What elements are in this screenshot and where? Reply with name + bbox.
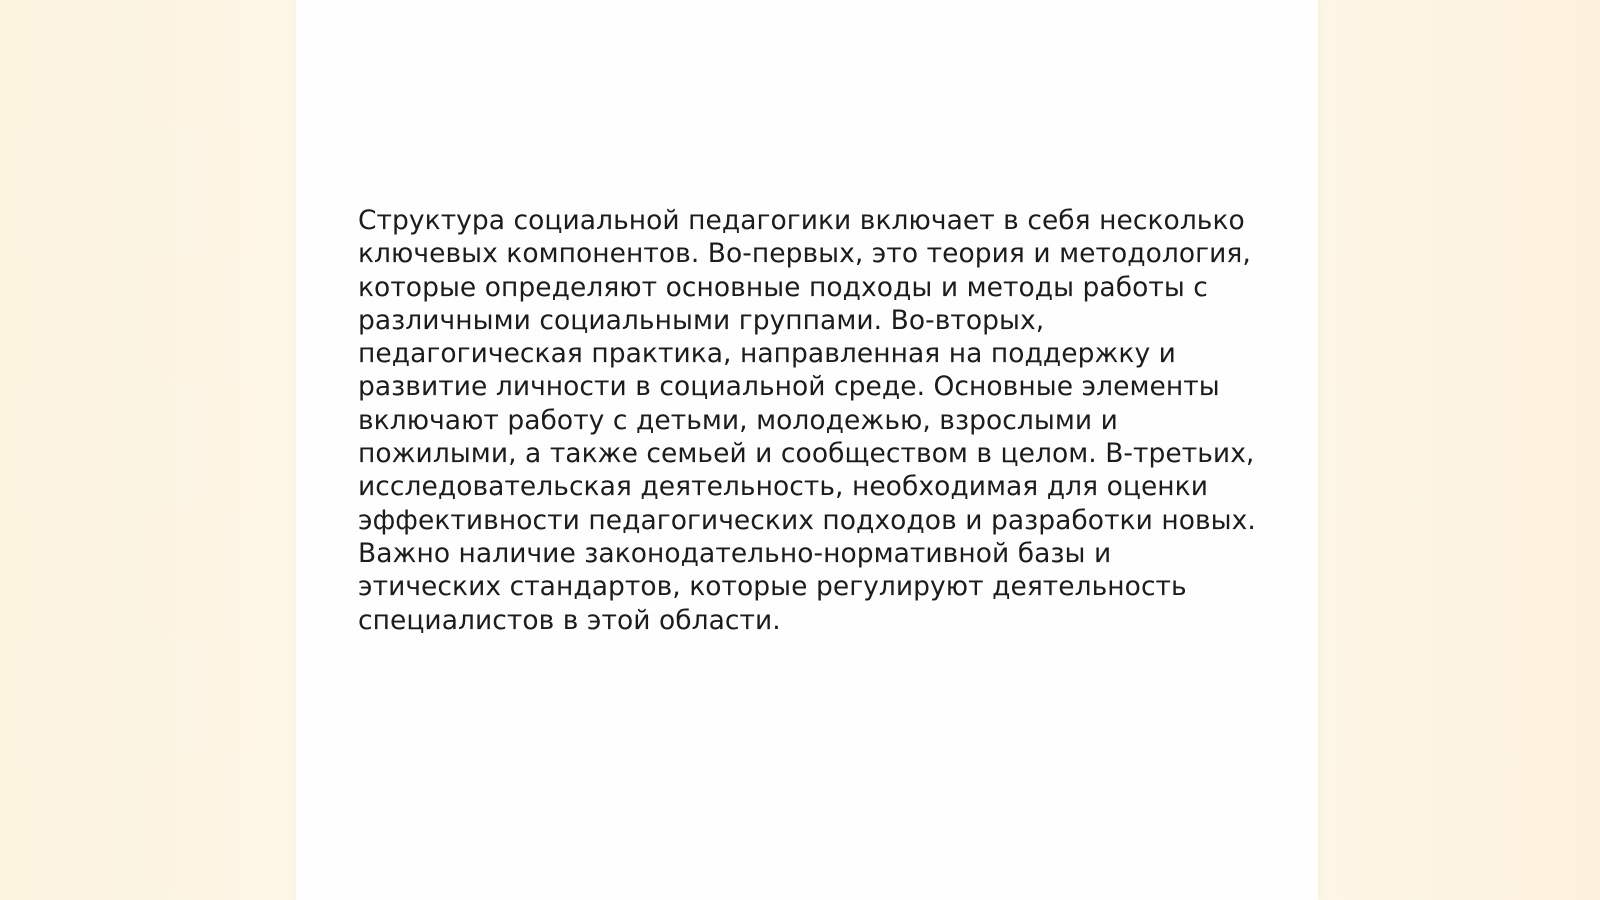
paragraph-line: различными социальными группами. Во-вторых, [358,304,1045,336]
paragraph-line: Структура социальной педагогики включает в себя несколько [358,205,1245,236]
paragraph-line: педагогическая практика, направленная на поддержку и [358,338,1176,370]
background-left-margin [0,0,296,900]
body-paragraph [358,204,1258,637]
background-right-margin [1318,0,1600,900]
paragraph-line: которые определяют основные подходы и методы работы с [358,271,1208,303]
paragraph-line: ключевых компонентов. Во-первых, это теория и методология, [358,238,1251,270]
paragraph-line: эффективности педагогических подходов и разработки новых. [358,504,1256,536]
paragraph-line: Важно наличие законодательно-нормативной базы и [358,537,1112,569]
paragraph-line: включают работу с детьми, молодежью, взрослыми и [358,404,1118,436]
paragraph-line: пожилыми, а также семьей и сообществом в целом. В-третьих, [358,438,1255,470]
document-page [296,0,1318,900]
paragraph-line: исследовательская деятельность, необходимая для оценки [358,471,1209,503]
paragraph-line: развитие личности в социальной среде. Основные элементы [358,371,1220,403]
paragraph-line: этических стандартов, которые регулируют деятельность [358,571,1187,603]
paragraph-line: специалистов в этой области. [358,604,781,636]
